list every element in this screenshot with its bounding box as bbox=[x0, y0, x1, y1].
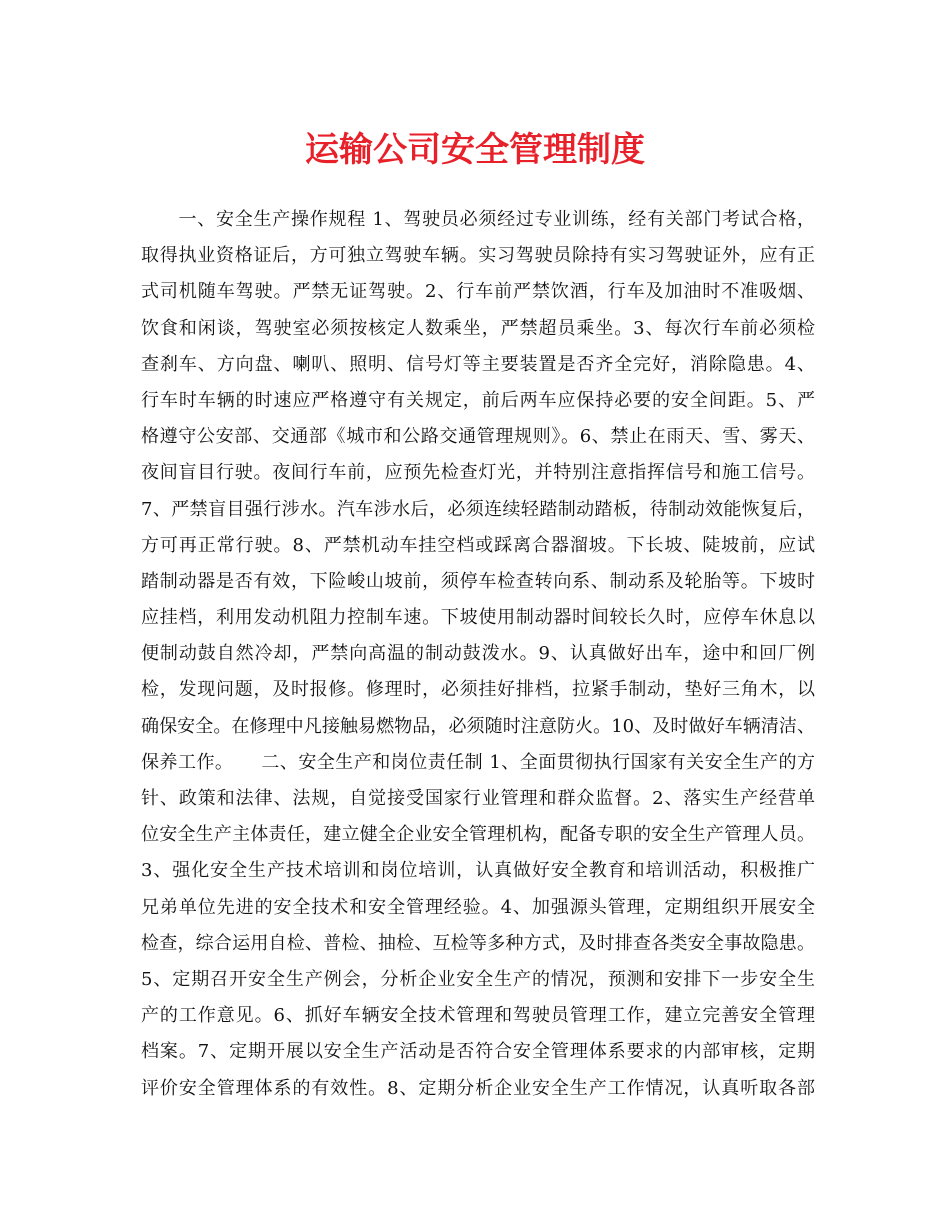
body-line: 产的工作意见。6、抓好车辆安全技术管理和驾驶员管理工作，建立完善安全管理 bbox=[141, 1005, 815, 1027]
body-line: 保养工作。 二、安全生产和岗位责任制 1、全面贯彻执行国家有关安全生产的方 bbox=[141, 751, 815, 773]
body-line: 一、安全生产操作规程 1、驾驶员必须经过专业训练，经有关部门考试合格， bbox=[141, 209, 815, 230]
body-line: 便制动鼓自然冷却，严禁向高温的制动鼓泼水。9、认真做好出车，途中和回厂例 bbox=[141, 643, 815, 665]
body-line: 饮食和闲谈，驾驶室必须按核定人数乘坐，严禁超员乘坐。3、每次行车前必须检 bbox=[141, 317, 815, 339]
body-line: 兄弟单位先进的安全技术和安全管理经验。4、加强源头管理，定期组织开展安全 bbox=[141, 896, 815, 918]
body-line: 检查，综合运用自检、普检、抽检、互检等多种方式，及时排查各类安全事故隐患。 bbox=[141, 932, 815, 954]
body-line: 针、政策和法律、法规，自觉接受国家行业管理和群众监督。2、落实生产经营单 bbox=[141, 788, 815, 809]
body-line: 查刹车、方向盘、喇叭、照明、信号灯等主要装置是否齐全完好，消除隐患。4、 bbox=[141, 353, 815, 375]
body-line: 格遵守公安部、交通部《城市和公路交通管理规则》。6、禁止在雨天、雪、雾天、 bbox=[141, 426, 815, 448]
body-line: 评价安全管理体系的有效性。8、定期分析企业安全生产工作情况，认真听取各部 bbox=[141, 1077, 815, 1099]
body-line: 确保安全。在修理中凡接触易燃物品，必须随时注意防火。10、及时做好车辆清洁、 bbox=[141, 715, 815, 737]
body-line: 应挂档，利用发动机阻力控制车速。下坡使用制动器时间较长久时，应停车休息以 bbox=[141, 607, 815, 629]
body-line: 3、强化安全生产技术培训和岗位培训，认真做好安全教育和培训活动，积极推广 bbox=[141, 860, 815, 882]
body-line: 行车时车辆的时速应严格遵守有关规定，前后两车应保持必要的安全间距。5、严 bbox=[141, 389, 815, 411]
body-line: 位安全生产主体责任，建立健全企业安全管理机构，配备专职的安全生产管理人员。 bbox=[141, 824, 815, 846]
body-line: 取得执业资格证后，方可独立驾驶车辆。实习驾驶员除持有实习驾驶证外，应有正 bbox=[141, 245, 815, 267]
body-line: 7、严禁盲目强行涉水。汽车涉水后，必须连续轻踏制动踏板，待制动效能恢复后， bbox=[141, 498, 815, 520]
body-line: 档案。7、定期开展以安全生产活动是否符合安全管理体系要求的内部审核，定期 bbox=[141, 1041, 815, 1063]
body-line: 夜间盲目行驶。夜间行车前，应预先检查灯光，并特别注意指挥信号和施工信号。 bbox=[141, 462, 815, 484]
document-title: 运输公司安全管理制度 bbox=[305, 130, 645, 170]
body-line: 检，发现问题，及时报修。修理时，必须挂好排档，拉紧手制动，垫好三角木，以 bbox=[141, 679, 815, 701]
document-body bbox=[141, 202, 815, 1107]
body-line: 式司机随车驾驶。严禁无证驾驶。2、行车前严禁饮酒，行车及加油时不准吸烟、 bbox=[141, 281, 815, 303]
body-line: 方可再正常行驶。8、严禁机动车挂空档或踩离合器溜坡。下长坡、陡坡前，应试 bbox=[141, 534, 815, 556]
body-line: 5、定期召开安全生产例会，分析企业安全生产的情况，预测和安排下一步安全生 bbox=[141, 968, 815, 990]
body-line: 踏制动器是否有效，下险峻山坡前，须停车检查转向系、制动系及轮胎等。下坡时 bbox=[141, 570, 815, 592]
